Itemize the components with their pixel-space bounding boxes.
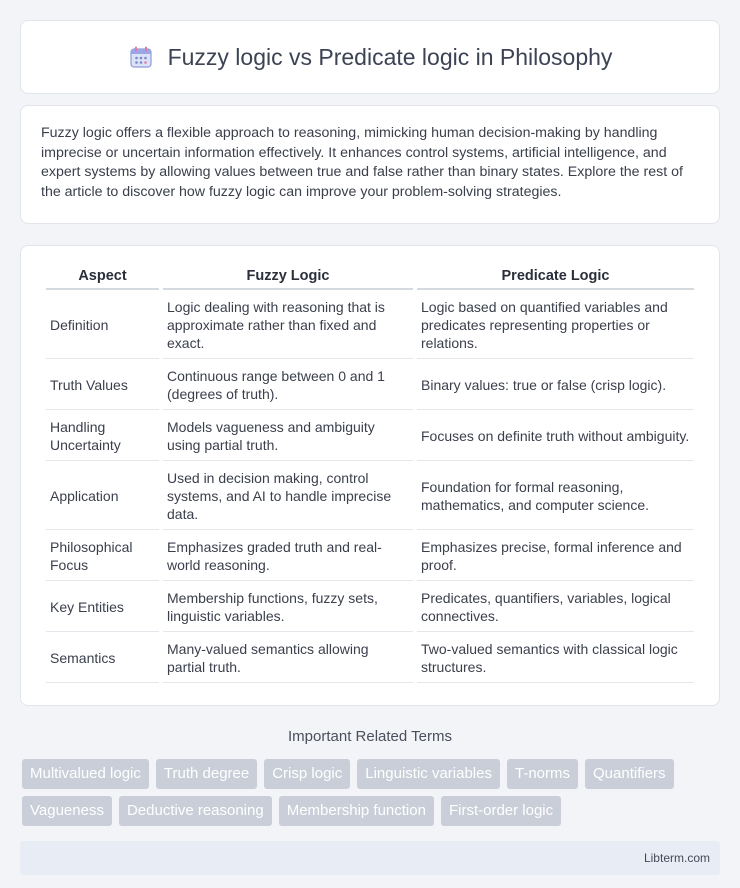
predicate-cell: Two-valued semantics with classical logic structures.	[417, 632, 694, 683]
table-row	[46, 410, 694, 461]
fuzzy-cell: Continuous range between 0 and 1 (degrees of truth).	[163, 359, 413, 410]
tag-truth-degree[interactable]: Truth degree	[156, 759, 257, 789]
predicate-cell: Emphasizes precise, formal inference and proof.	[417, 530, 694, 581]
aspect-cell: Application	[46, 461, 159, 530]
page-title: Fuzzy logic vs Predicate logic in Philosophy	[167, 43, 613, 70]
table-row	[46, 530, 694, 581]
intro-card	[20, 105, 720, 224]
header-predicate-logic: Predicate Logic	[417, 266, 694, 290]
tag-membership-function[interactable]: Membership function	[279, 796, 434, 826]
aspect-cell: Handling Uncertainty	[46, 410, 159, 461]
fuzzy-cell: Models vagueness and ambiguity using partial truth.	[163, 410, 413, 461]
aspect-cell: Philosophical Focus	[46, 530, 159, 581]
table-row	[46, 461, 694, 530]
fuzzy-cell: Membership functions, fuzzy sets, linguistic variables.	[163, 581, 413, 632]
comparison-card	[20, 245, 720, 706]
tag-vagueness[interactable]: Vagueness	[22, 796, 112, 826]
tag-t-norms[interactable]: T-norms	[507, 759, 578, 789]
aspect-cell: Definition	[46, 290, 159, 359]
predicate-cell: Logic based on quantified variables and predicates representing properties or relations.	[417, 290, 694, 359]
comparison-table	[42, 266, 698, 683]
tag-crisp-logic[interactable]: Crisp logic	[264, 759, 350, 789]
aspect-cell: Semantics	[46, 632, 159, 683]
table-row	[46, 290, 694, 359]
footer-site-link[interactable]: Libterm.com	[643, 851, 710, 865]
tag-first-order-logic[interactable]: First-order logic	[441, 796, 561, 826]
predicate-cell: Foundation for formal reasoning, mathematics, and computer science.	[417, 461, 694, 530]
predicate-cell: Focuses on definite truth without ambiguity.	[417, 410, 694, 461]
tag-deductive-reasoning[interactable]: Deductive reasoning	[119, 796, 272, 826]
fuzzy-cell: Emphasizes graded truth and real-world reasoning.	[163, 530, 413, 581]
table-header-row	[46, 266, 694, 290]
tag-linguistic-variables[interactable]: Linguistic variables	[357, 759, 500, 789]
aspect-cell: Truth Values	[46, 359, 159, 410]
header-fuzzy-logic: Fuzzy Logic	[163, 266, 413, 290]
table-row	[46, 632, 694, 683]
predicate-cell: Predicates, quantifiers, variables, logical connectives.	[417, 581, 694, 632]
predicate-cell: Binary values: true or false (crisp logic).	[417, 359, 694, 410]
fuzzy-cell: Used in decision making, control systems, and AI to handle imprecise data.	[163, 461, 413, 530]
calendar-icon	[128, 44, 154, 70]
aspect-cell: Key Entities	[46, 581, 159, 632]
table-row	[46, 581, 694, 632]
tag-quantifiers[interactable]: Quantifiers	[585, 759, 674, 789]
footer	[20, 841, 720, 875]
title-card	[20, 20, 720, 94]
header-aspect: Aspect	[46, 266, 159, 290]
tag-multivalued-logic[interactable]: Multivalued logic	[22, 759, 149, 789]
table-row	[46, 359, 694, 410]
related-terms-list	[20, 759, 720, 826]
fuzzy-cell: Many-valued semantics allowing partial truth.	[163, 632, 413, 683]
related-terms-heading: Important Related Terms	[288, 728, 452, 745]
fuzzy-cell: Logic dealing with reasoning that is approximate rather than fixed and exact.	[163, 290, 413, 359]
intro-text: Fuzzy logic offers a flexible approach to reasoning, mimicking human decision-making by handling imprecise or uncertain information effectively. It enhances control systems, artificial intelligence, and expert systems by allowing values between true and false rather than binary states. Explore the rest of the article to discover how fuzzy logic can improve your problem-solving strategies.	[41, 125, 683, 200]
